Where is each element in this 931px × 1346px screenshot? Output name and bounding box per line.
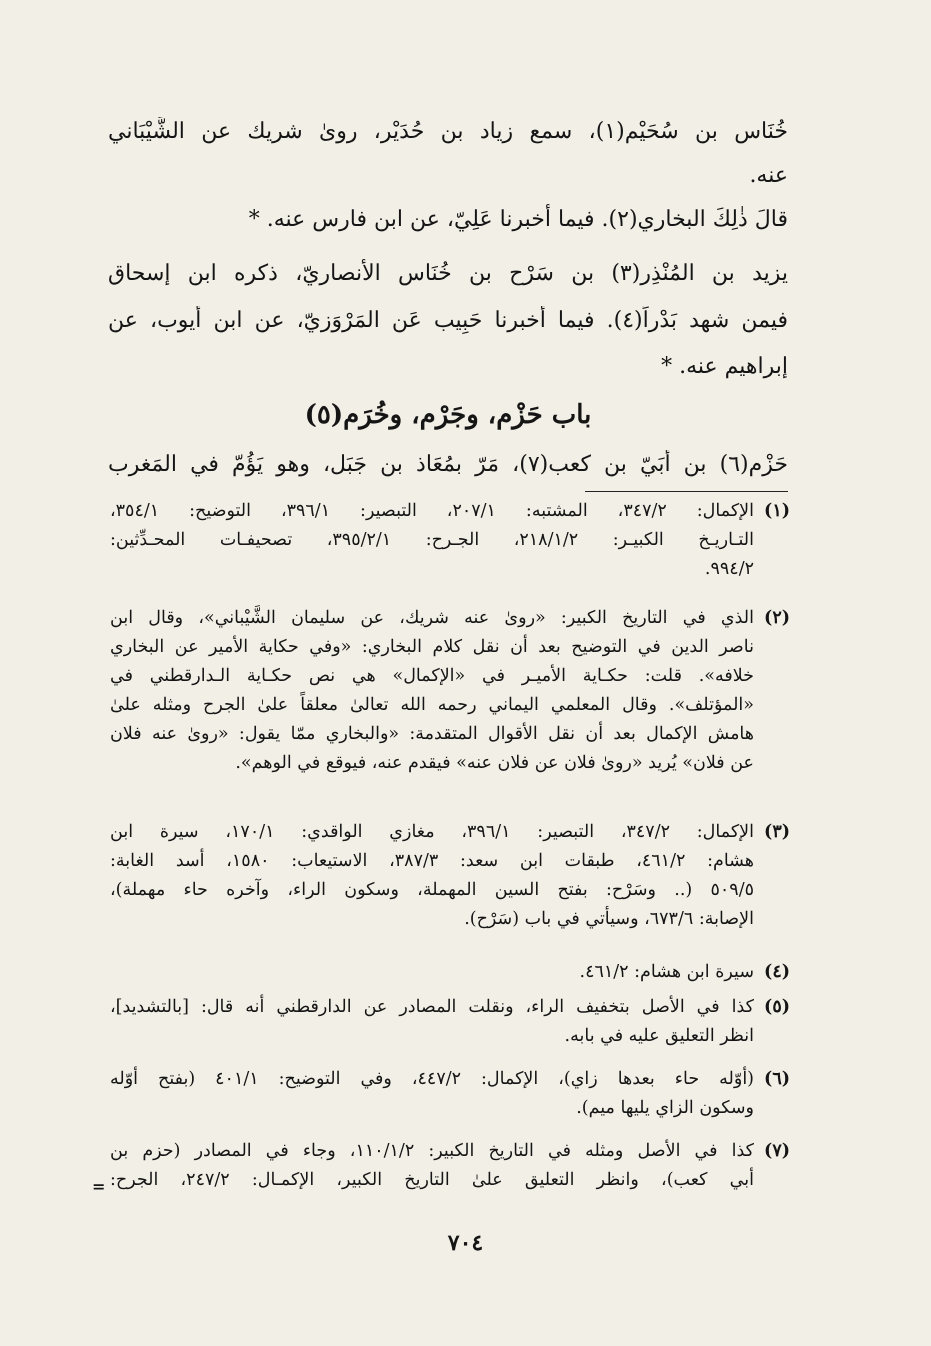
footnote-number: (٢) bbox=[764, 608, 790, 628]
footnote-number: (٥) bbox=[764, 997, 790, 1017]
footnote-line: انظر التعليق عليه في بابه. bbox=[564, 1026, 754, 1046]
footnote-number: (٧) bbox=[764, 1141, 790, 1161]
main-line-after-heading: حَزْم(٦) بن أُبَيّ بن كعب(٧)، مَرّ بمُعَاذ بن جَبَل، وهو يَؤُمّ في المَغرب bbox=[108, 452, 788, 477]
footnote-6 bbox=[110, 1065, 790, 1123]
main-line-1: خُنَاس بن سُحَيْم(١)، سمع زياد بن حُدَيْر، روىٰ شريك عن الشَّيْبَاني bbox=[108, 119, 788, 144]
main-line-3: قالَ ذٰلِكَ البخاري(٢). فيما أخبرنا عَلِيّ، عن ابن فارس عنه. * bbox=[248, 207, 788, 232]
main-text bbox=[108, 0, 788, 420]
footnote-line: كذا في الأصل بتخفيف الراء، ونقلت المصادر عن الدارقطني أنه قال: [بالتشديد]، bbox=[110, 997, 754, 1017]
footnote-3 bbox=[110, 818, 790, 934]
main-line-5: فيمن شهد بَدْراً(٤). فيما أخبرنا حَبِيب عَن المَرْوَزيّ، عن ابن أيوب، عن bbox=[108, 308, 788, 333]
footnote-7 bbox=[110, 1137, 790, 1195]
footnote-line: الإكمال: ٣٤٧/٢، المشتبه: ٢٠٧/١، التبصير: ٣٩٦/١، التوضيح: ٣٥٤/١، bbox=[110, 501, 754, 521]
continuation-mark: = bbox=[92, 1177, 106, 1196]
footnote-5 bbox=[110, 993, 790, 1051]
footnote-number: (٣) bbox=[764, 822, 790, 842]
footnote-number: (٦) bbox=[764, 1069, 790, 1089]
page-number: ٧٠٤ bbox=[447, 1230, 484, 1256]
footnote-line: وسكون الزاي يليها ميم). bbox=[576, 1098, 754, 1118]
footnote-line: عن فلان» يُريد «روىٰ فلان عن فلان عنه» فيقدم عنه، فيوقع في الوهم». bbox=[235, 753, 754, 773]
main-line-6: إبراهيم عنه. * bbox=[661, 354, 788, 379]
footnote-line: هشام: ٤٦١/٢، طبقات ابن سعد: ٣٨٧/٣، الاستيعاب: ١٥٨٠، أسد الغابة: bbox=[110, 851, 754, 871]
footnote-number: (١) bbox=[764, 501, 790, 521]
footnote-line: التـاريـخ الكبيـر: ٢١٨/١/٢، الجـرح: ٣٩٥/٢/١، تصحيفـات المحـدِّثين: bbox=[110, 530, 754, 550]
footnote-line: أبي كعب)، وانظر التعليق علىٰ التاريخ الكبير، الإكمـال: ٢٤٧/٢، الجرح: bbox=[110, 1170, 754, 1190]
footnote-line: الذي في التاريخ الكبير: «روىٰ عنه شريك، عن سليمان الشَّيْباني»، وقال ابن bbox=[110, 608, 754, 628]
section-heading: باب حَزْم، وجَرْم، وخُرَم(٥) bbox=[304, 400, 592, 430]
main-line-4: يزيد بن المُنْذِر(٣) بن سَرْح بن خُنَاس الأنصاريّ، ذكره ابن إسحاق bbox=[108, 261, 788, 286]
footnote-line: الإصابة: ٦٧٣/٦، وسيأتي في باب (سَرْح). bbox=[464, 909, 754, 929]
footnote-line: (أوّله حاء بعدها زاي)، الإكمال: ٤٤٧/٢، وفي التوضيح: ٤٠١/١ (بفتح أوّله bbox=[110, 1069, 754, 1089]
footnote-line: ٥٠٩/٥ (.. وسَرْح: بفتح السين المهملة، وسكون الراء، وآخره حاء مهملة)، bbox=[110, 880, 754, 900]
footnote-line: «المؤتلف». وقال المعلمي اليماني رحمه الله تعالىٰ معلقاً علىٰ الجرح ومثله علىٰ bbox=[110, 695, 754, 715]
footnote-line: سيرة ابن هشام: ٤٦١/٢. bbox=[579, 962, 754, 982]
footnote-number: (٤) bbox=[764, 962, 790, 982]
footnote-line: كذا في الأصل ومثله في التاريخ الكبير: ١١٠/١/٢، وجاء في المصادر (حزم بن bbox=[110, 1141, 754, 1161]
footnote-line: ناصر الدين في التوضيح بعد أن نقل كلام البخاري: «وفي حكاية الأمير عن البخاري bbox=[110, 637, 754, 657]
footnote-separator bbox=[585, 491, 788, 492]
footnote-line: ٩٩٤/٢. bbox=[704, 559, 754, 579]
footnote-2 bbox=[110, 604, 790, 778]
footnote-line: خلافه». قلت: حكـاية الأميـر في «الإكمال» هي نص حكـاية الـدارقطني في bbox=[110, 666, 754, 686]
footnote-4 bbox=[110, 958, 790, 987]
footnote-line: الإكمال: ٣٤٧/٢، التبصير: ٣٩٦/١، مغازي الواقدي: ١٧٠/١، سيرة ابن bbox=[110, 822, 754, 842]
footnote-line: هامش الإكمال بعد أن نقل الأقوال المتقدمة: «والبخاري ممّا يقول: «روىٰ عنه فلان bbox=[110, 724, 754, 744]
main-line-2: عنه. bbox=[749, 163, 788, 188]
footnote-1 bbox=[110, 497, 790, 584]
